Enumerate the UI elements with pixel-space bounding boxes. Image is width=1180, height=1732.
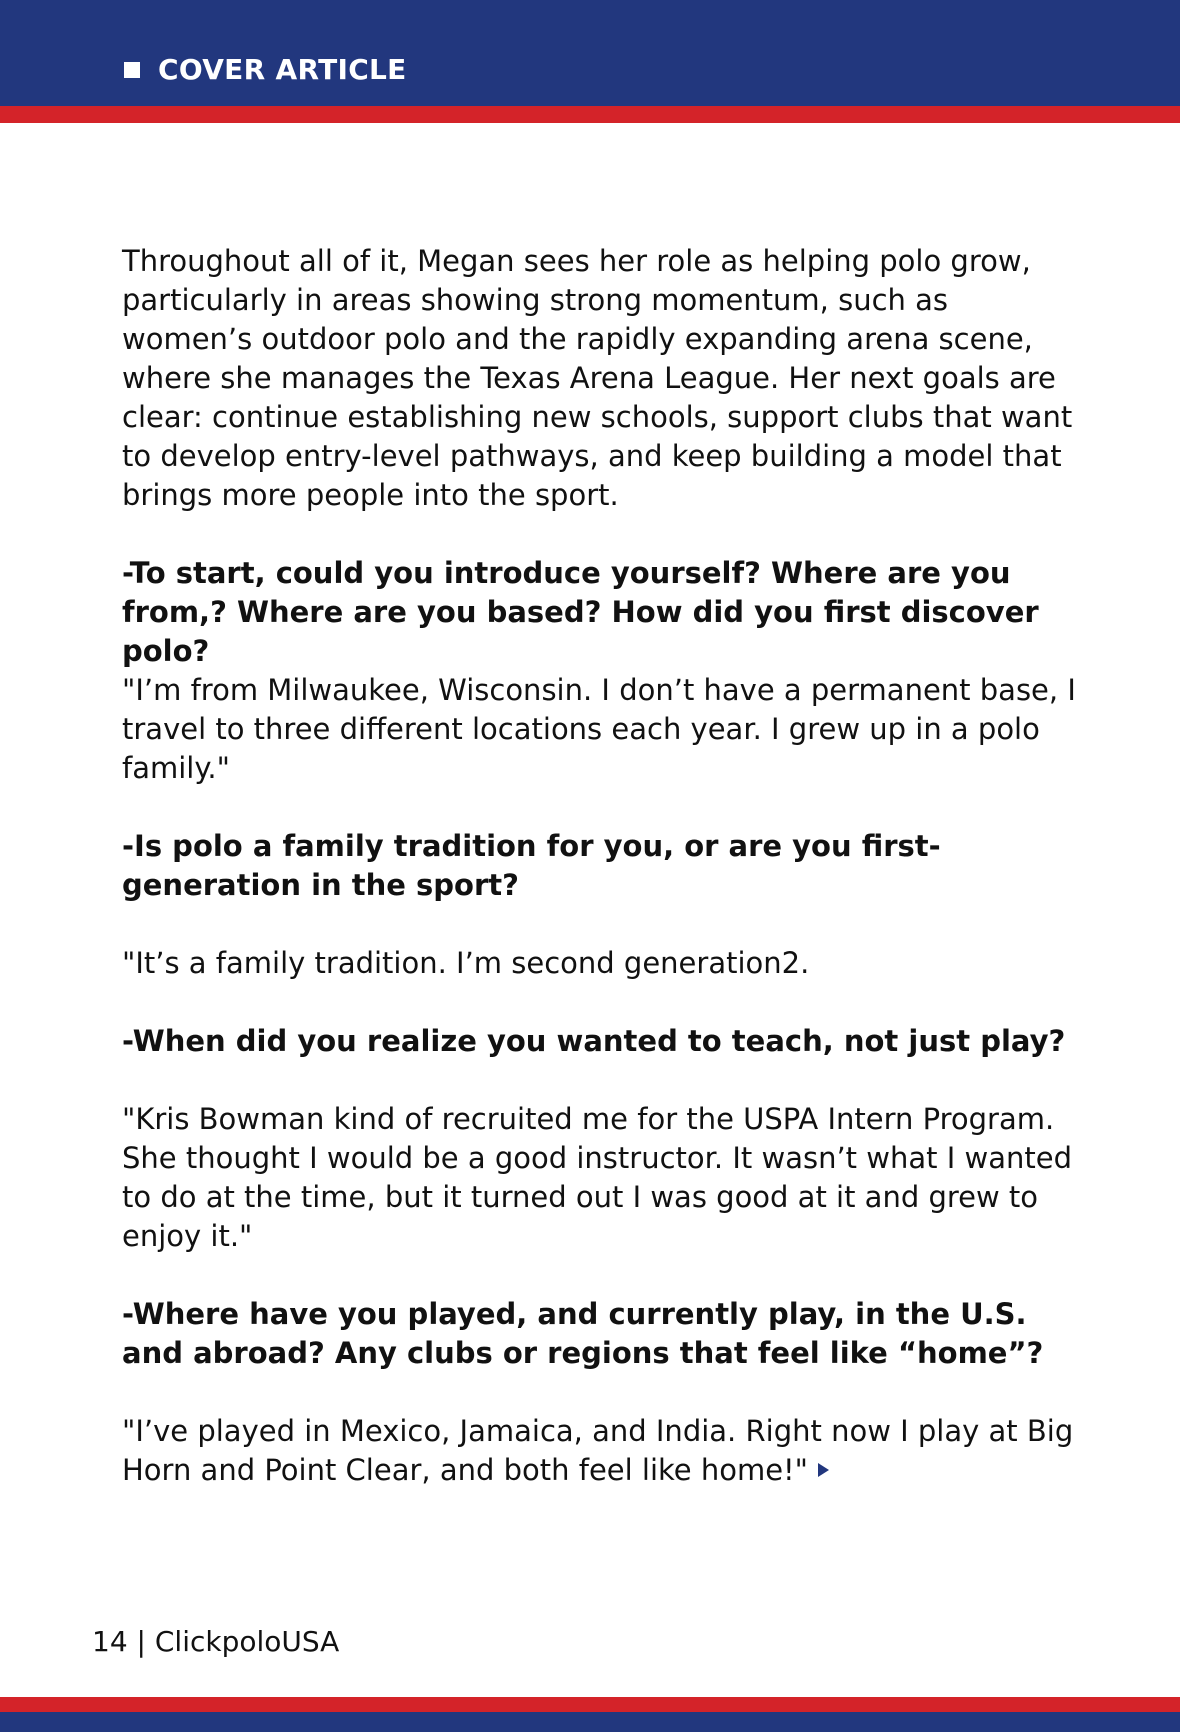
- play-arrow-icon: [818, 1463, 829, 1477]
- square-icon: [124, 62, 140, 78]
- answer-4: "I’ve played in Mexico, Jamaica, and India. Right now I play at Big Horn and Point Clear, and both feel like home!": [122, 1414, 1074, 1487]
- question-2: -Is polo a family tradition for you, or are you first-generation in the sport?: [122, 829, 941, 902]
- question-3: -When did you realize you wanted to teach, not just play?: [122, 1024, 1066, 1058]
- answer-3: "Kris Bowman kind of recruited me for the USPA Intern Program. She thought I would be a good instructor. It wasn’t what I wanted to do at the time, but it turned out I was good at it and grew to enjoy it.": [122, 1102, 1072, 1253]
- article-body: [122, 242, 1082, 1490]
- section-label: [124, 52, 407, 88]
- header-accent-stripe: [0, 106, 1180, 123]
- page-footer: 14 | ClickpoloUSA: [92, 1625, 340, 1658]
- question-1: -To start, could you introduce yourself? Where are you from,? Where are you based? How did you first discover polo?: [122, 556, 1039, 668]
- intro-paragraph: Throughout all of it, Megan sees her role as helping polo grow, particularly in areas showing strong momentum, such as women’s outdoor polo and the rapidly expanding arena scene, where she manages the Texas Arena League. Her next goals are clear: continue establishing new schools, support clubs that want to develop entry-level pathways, and keep building a model that brings more people into the sport.: [122, 244, 1073, 512]
- answer-1: "I’m from Milwaukee, Wisconsin. I don’t have a permanent base, I travel to three different locations each year. I grew up in a polo family.": [122, 673, 1076, 785]
- question-4: -Where have you played, and currently play, in the U.S. and abroad? Any clubs or regions that feel like “home”?: [122, 1297, 1044, 1370]
- answer-2: "It’s a family tradition. I’m second generation2.: [122, 946, 810, 980]
- answer-4-paragraph: [122, 1412, 1082, 1490]
- section-label-text: COVER ARTICLE: [158, 53, 407, 86]
- footer-accent-stripe: [0, 1697, 1180, 1712]
- footer-bar: [0, 1712, 1180, 1732]
